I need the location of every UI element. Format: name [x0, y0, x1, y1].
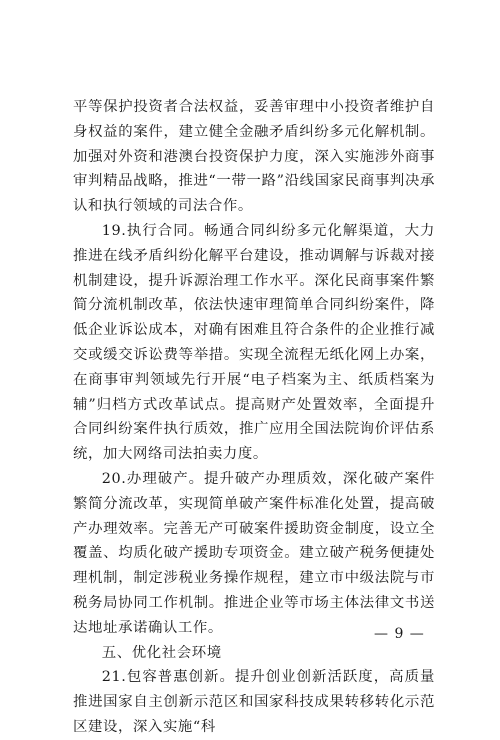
paragraph-20-bankruptcy: 20.办理破产。提升破产办理质效，深化破产案件繁简分流改革，实现简单破产案件标准化处置，提高破产办理效率。完善无产可破案件援助资金制度，设立全覆盖、均质化破产援助专项资金。建立破产税务便捷处理机制，制定涉税业务操作规程，建立市中级法院与市税务局协同工作机制。推进企业等市场主体法律文书送达地址承诺确认工作。	[73, 470, 435, 636]
section-heading: 五、优化社会环境	[101, 644, 222, 661]
page-number: — 9 —	[374, 626, 425, 642]
paragraph-19-contract-enforcement: 19.执行合同。畅通合同纠纷多元化解渠道，大力推进在线矛盾纠纷化解平台建设，推动调解与诉裁对接机制建设，提升诉源治理工作水平。深化民商事案件繁简分流机制改革，依法快速审理简单合同纠纷案件，降低企业诉讼成本，对确有困难且符合条件的企业推行减交或缓交诉讼费等举措。实现全流程无纸化网上办案，在商事审判领域先行开展“电子档案为主、纸质档案为辅”归档方式改革试点。提高财产处置效率，全面提升合同纠纷案件执行质效，推广应用全国法院询价评估系统，加大网络司法拍卖力度。	[73, 222, 435, 463]
paragraph-continuation: 平等保护投资者合法权益，妥善审理中小投资者维护自身权益的案件，建立健全金融矛盾纠纷多元化解机制。加强对外资和港澳台投资保护力度，深入实施涉外商事审判精品战略，推进“一带一路”沿线国家民商事判决承认和执行领域的司法合作。	[73, 99, 435, 215]
document-body	[73, 95, 435, 740]
paragraph-21-innovation: 21.包容普惠创新。提升创业创新活跃度，高质量推进国家自主创新示范区和国家科技成果转移转化示范区建设，深入实施“科	[73, 669, 435, 735]
